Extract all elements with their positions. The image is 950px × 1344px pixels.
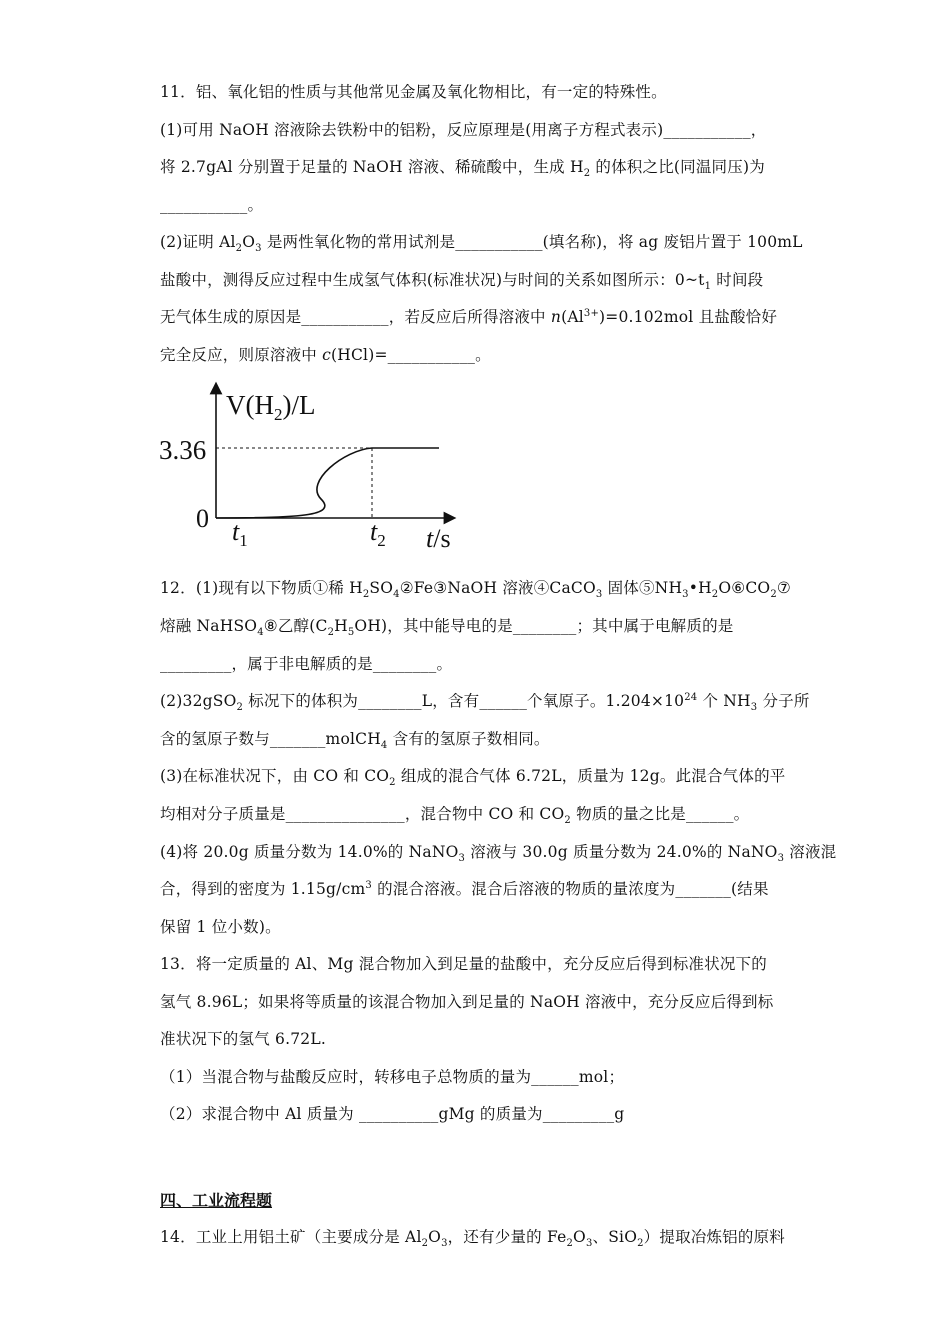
q12-part1-line3: _________，属于非电解质的是________。 bbox=[160, 655, 453, 673]
x-tick-t1: $t_1$ bbox=[232, 517, 248, 550]
q13-line2: 氢气 8.96L；如果将等质量的该混合物加入到足量的 NaOH 溶液中，充分反应后得到标 bbox=[160, 993, 774, 1011]
y-axis-label: $V(H_2)/L$ bbox=[226, 390, 316, 424]
volume-curve bbox=[216, 448, 439, 518]
q13-sub1: （1）当混合物与盐酸反应时，转移电子总物质的量为______mol； bbox=[160, 1068, 625, 1086]
q12-part1-line1: 12．(1)现有以下物质①稀 $H_2SO_4②Fe③NaOH$ 溶液④CaCO$_3$ 固体$⑤NH_3•H_2O⑥CO_2⑦$ bbox=[160, 579, 792, 601]
q11-part2-line3: 无气体生成的原因是___________，若反应后所得溶液中 $n(Al^{3+})=0.102mol$ 且盐酸恰好 bbox=[160, 307, 778, 326]
q11-part2-line4: 完全反应，则原溶液中 c(HCl)=___________。 bbox=[160, 346, 491, 364]
q13-line3: 准状况下的氢气 6.72L. bbox=[160, 1030, 326, 1048]
x-tick-t2: $t_2$ bbox=[370, 517, 386, 550]
q14-line1: 14．工业上用铝土矿（主要成分是 $Al_2O_3$，还有少量的 $Fe_2O_3$、SiO$_2$）提取冶炼铝的原料 bbox=[160, 1228, 785, 1250]
q11-part2-line2: 盐酸中，测得反应过程中生成氢气体积(标准状况)与时间的关系如图所示：$0\sim t_1$ 时间段 bbox=[160, 271, 764, 293]
x-axis-label: t/s bbox=[426, 524, 451, 553]
section-title: 四、工业流程题 bbox=[160, 1191, 273, 1210]
q12-part1-line2: 熔融 NaHSO$_4$⑧乙醇$(C_2H_5OH)$，其中能导电的是________；其中属于电解质的是 bbox=[160, 617, 734, 639]
q11-part1-line2: 将 2.7gAl 分别置于足量的 NaOH 溶液、稀硫酸中，生成 $H_2$ 的体积之比(同温同压)为 bbox=[160, 158, 765, 180]
q11-part2-line1: (2)证明 $Al_2O_3$ 是两性氧化物的常用试剂是___________(填名称)，将 ag 废铝片置于 100mL bbox=[160, 233, 803, 255]
q12-part2-line1: (2)32gSO$_2$ 标况下的体积为________L，含有______个氧原子。$1.204\times 10^{24}$ 个 $NH_3$ 分子所 bbox=[160, 691, 810, 714]
q12-part3-line2: 均相对分子质量是_______________，混合物中 CO 和 $CO_2$ 物质的量之比是______。 bbox=[160, 805, 750, 827]
q12-part4-line3: 保留 1 位小数)。 bbox=[160, 918, 281, 936]
q12-part4-line2: 合，得到的密度为 $1.15g/cm^3$ 的混合溶液。混合后溶液的物质的量浓度为_______(结果 bbox=[160, 879, 769, 898]
q11-stem: 11．铝、氧化铝的性质与其他常见金属及氧化物相比，有一定的特殊性。 bbox=[160, 83, 667, 101]
y-tick-label: 3.36 bbox=[159, 435, 207, 465]
q12-part3-line1: (3)在标准状况下，由 CO 和 $CO_2$ 组成的混合气体 6.72L，质量为 12g。此混合气体的平 bbox=[160, 767, 786, 789]
q11-part1-line1: (1)可用 NaOH 溶液除去铁粉中的铝粉，反应原理是(用离子方程式表示)___________， bbox=[160, 121, 767, 139]
q12-part4-line1: (4)将 20.0g 质量分数为 14.0%的 NaNO$_3$ 溶液与 30.0g 质量分数为 24.0%的 NaNO$_3$ 溶液混 bbox=[160, 843, 837, 865]
q13-sub2: （2）求混合物中 Al 质量为 __________gMg 的质量为_________g bbox=[160, 1105, 625, 1123]
hydrogen-volume-graph bbox=[150, 380, 470, 555]
q11-part1-line3: ___________。 bbox=[160, 196, 264, 214]
origin-label: 0 bbox=[196, 504, 209, 533]
q13-line1: 13．将一定质量的 Al、Mg 混合物加入到足量的盐酸中，充分反应后得到标准状况下的 bbox=[160, 955, 767, 973]
q12-part2-line2: 含的氢原子数与_______molCH$_4$ 含有的氢原子数相同。 bbox=[160, 730, 550, 752]
